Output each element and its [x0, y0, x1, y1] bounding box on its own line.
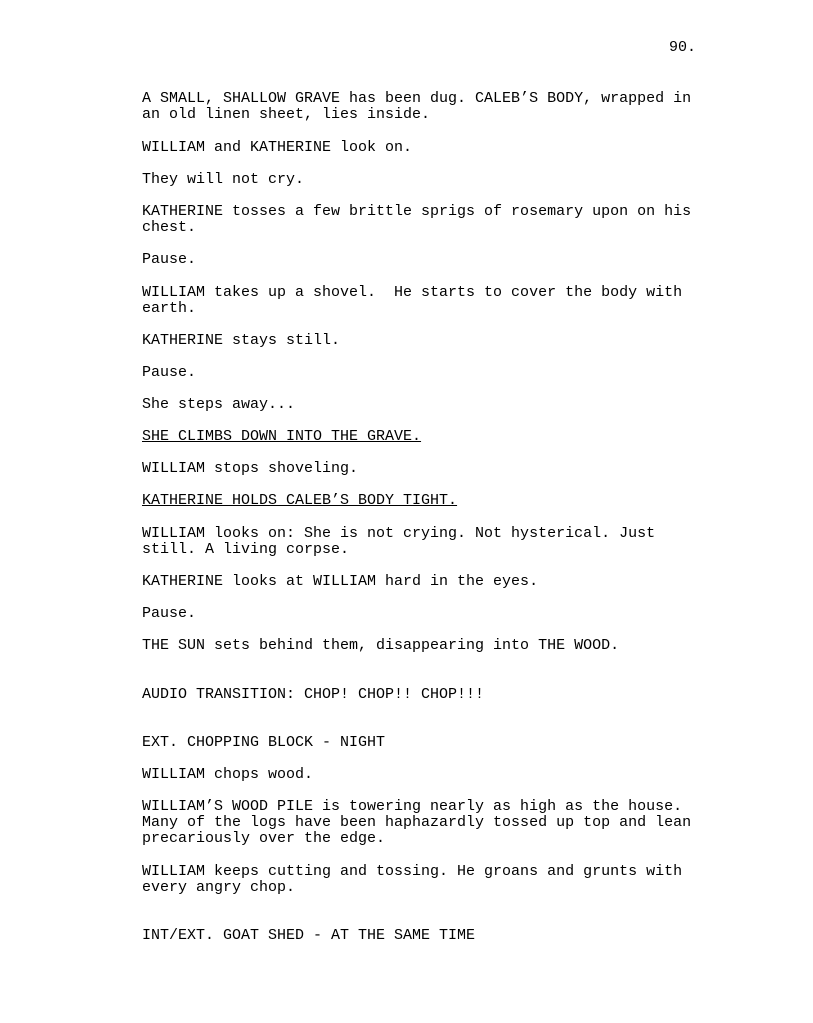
action-stays-still: KATHERINE stays still. — [142, 332, 341, 349]
action-hard-eyes: KATHERINE looks at WILLIAM hard in the eyes. — [142, 573, 539, 590]
action-looks-on: WILLIAM looks on: She is not crying. Not hysterical. Just still. A living corpse. — [142, 525, 656, 558]
action-rosemary: KATHERINE tosses a few brittle sprigs of rosemary upon on his chest. — [142, 203, 692, 236]
page-number: 90. — [669, 39, 697, 56]
action-stops-shoveling: WILLIAM stops shoveling. — [142, 460, 359, 477]
scene-heading-goat-shed: INT/EXT. GOAT SHED - AT THE SAME TIME — [142, 927, 476, 944]
transition-audio: AUDIO TRANSITION: CHOP! CHOP!! CHOP!!! — [142, 686, 485, 703]
action-climbs-down: SHE CLIMBS DOWN INTO THE GRAVE. — [142, 428, 422, 445]
action-pause: Pause. — [142, 364, 197, 381]
action-holds-body: KATHERINE HOLDS CALEB’S BODY TIGHT. — [142, 492, 458, 509]
action-keeps-cutting: WILLIAM keeps cutting and tossing. He groans and grunts with every angry chop. — [142, 863, 683, 896]
action-pause: Pause. — [142, 251, 197, 268]
action-wood-pile: WILLIAM’S WOOD PILE is towering nearly as high as the house. Many of the logs have been haphazardly tossed up top and lean precariously over the edge. — [142, 798, 692, 847]
action-sun-sets: THE SUN sets behind them, disappearing into THE WOOD. — [142, 637, 620, 654]
action-look-on: WILLIAM and KATHERINE look on. — [142, 139, 413, 156]
action-pause: Pause. — [142, 605, 197, 622]
action-chops-wood: WILLIAM chops wood. — [142, 766, 314, 783]
scene-heading-chopping-block: EXT. CHOPPING BLOCK - NIGHT — [142, 734, 386, 751]
action-grave: A SMALL, SHALLOW GRAVE has been dug. CALEB’S BODY, wrapped in an old linen sheet, lies inside. — [142, 90, 692, 123]
action-shovel: WILLIAM takes up a shovel. He starts to cover the body with earth. — [142, 284, 683, 317]
action-will-not-cry: They will not cry. — [142, 171, 305, 188]
action-steps-away: She steps away... — [142, 396, 296, 413]
